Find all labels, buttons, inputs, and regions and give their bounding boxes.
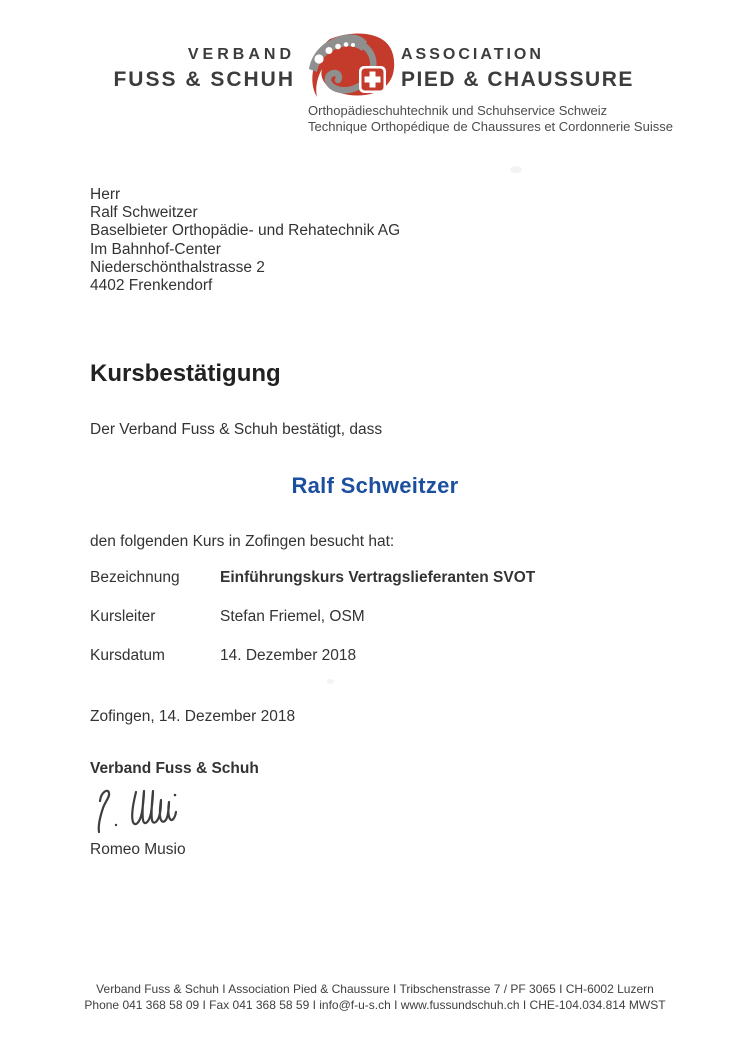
confirmation-intro-text: Der Verband Fuss & Schuh bestätigt, dass [90, 421, 383, 438]
detail-label: Kursleiter [90, 608, 156, 625]
handwritten-signature-icon [86, 779, 210, 841]
footprint-swiss-cross-icon [306, 31, 396, 103]
brand-fuss-schuh-line: FUSS & SCHUH [113, 68, 295, 91]
footer-address-line: Verband Fuss & Schuh I Association Pied & Chaussure I Tribschenstrasse 7 / PF 3065 I CH-6002 Luzern [96, 982, 654, 996]
brand-verband-line: VERBAND [187, 46, 295, 63]
recipient-city: 4402 Frenkendorf [90, 277, 213, 295]
participant-name: Ralf Schweitzer [291, 473, 459, 498]
signer-name: Romeo Musio [90, 841, 186, 858]
detail-value: Einführungskurs Vertragslieferanten SVOT [220, 569, 536, 586]
letter-footer [0, 982, 750, 1013]
brand-pied-chaussure-line: PIED & CHAUSSURE [401, 68, 634, 91]
recipient-salutation: Herr [90, 186, 121, 203]
detail-row-bezeichnung [90, 569, 535, 587]
footer-contact-line: Phone 041 368 58 09 I Fax 041 368 58 59 I info@f-u-s.ch I www.fussundschuh.ch I CHE-104.034.814 MWST [84, 997, 666, 1012]
letter-title: Kursbestätigung [90, 360, 281, 387]
letterhead-taglines [308, 103, 673, 134]
recipient-street: Niederschönthalstrasse 2 [90, 258, 265, 276]
detail-label: Kursdatum [90, 647, 165, 664]
detail-value: 14. Dezember 2018 [220, 647, 357, 664]
course-intro-text: den folgenden Kurs in Zofingen besucht hat: [90, 533, 395, 550]
scan-artifact [327, 679, 334, 684]
brand-name-german [113, 46, 295, 92]
brand-name-french [401, 46, 634, 92]
recipient-address-block [90, 186, 400, 295]
place-and-date: Zofingen, 14. Dezember 2018 [90, 708, 296, 725]
tagline-german: Orthopädieschuhtechnik und Schuhservice Schweiz [308, 103, 608, 118]
recipient-building: Im Bahnhof-Center [90, 240, 221, 258]
brand-association-line: ASSOCIATION [401, 46, 544, 63]
course-details-table [90, 569, 535, 686]
recipient-company: Baselbieter Orthopädie- und Rehatechnik AG [90, 222, 401, 240]
detail-label: Bezeichnung [90, 569, 180, 586]
detail-row-kursdatum [90, 647, 535, 665]
organization-name: Verband Fuss & Schuh [90, 760, 259, 777]
scan-artifact [510, 166, 522, 173]
tagline-french: Technique Orthopédique de Chaussures et Cordonnerie Suisse [308, 118, 673, 134]
detail-row-kursleiter [90, 608, 535, 626]
recipient-name: Ralf Schweitzer [90, 204, 198, 222]
detail-value: Stefan Friemel, OSM [220, 608, 365, 625]
